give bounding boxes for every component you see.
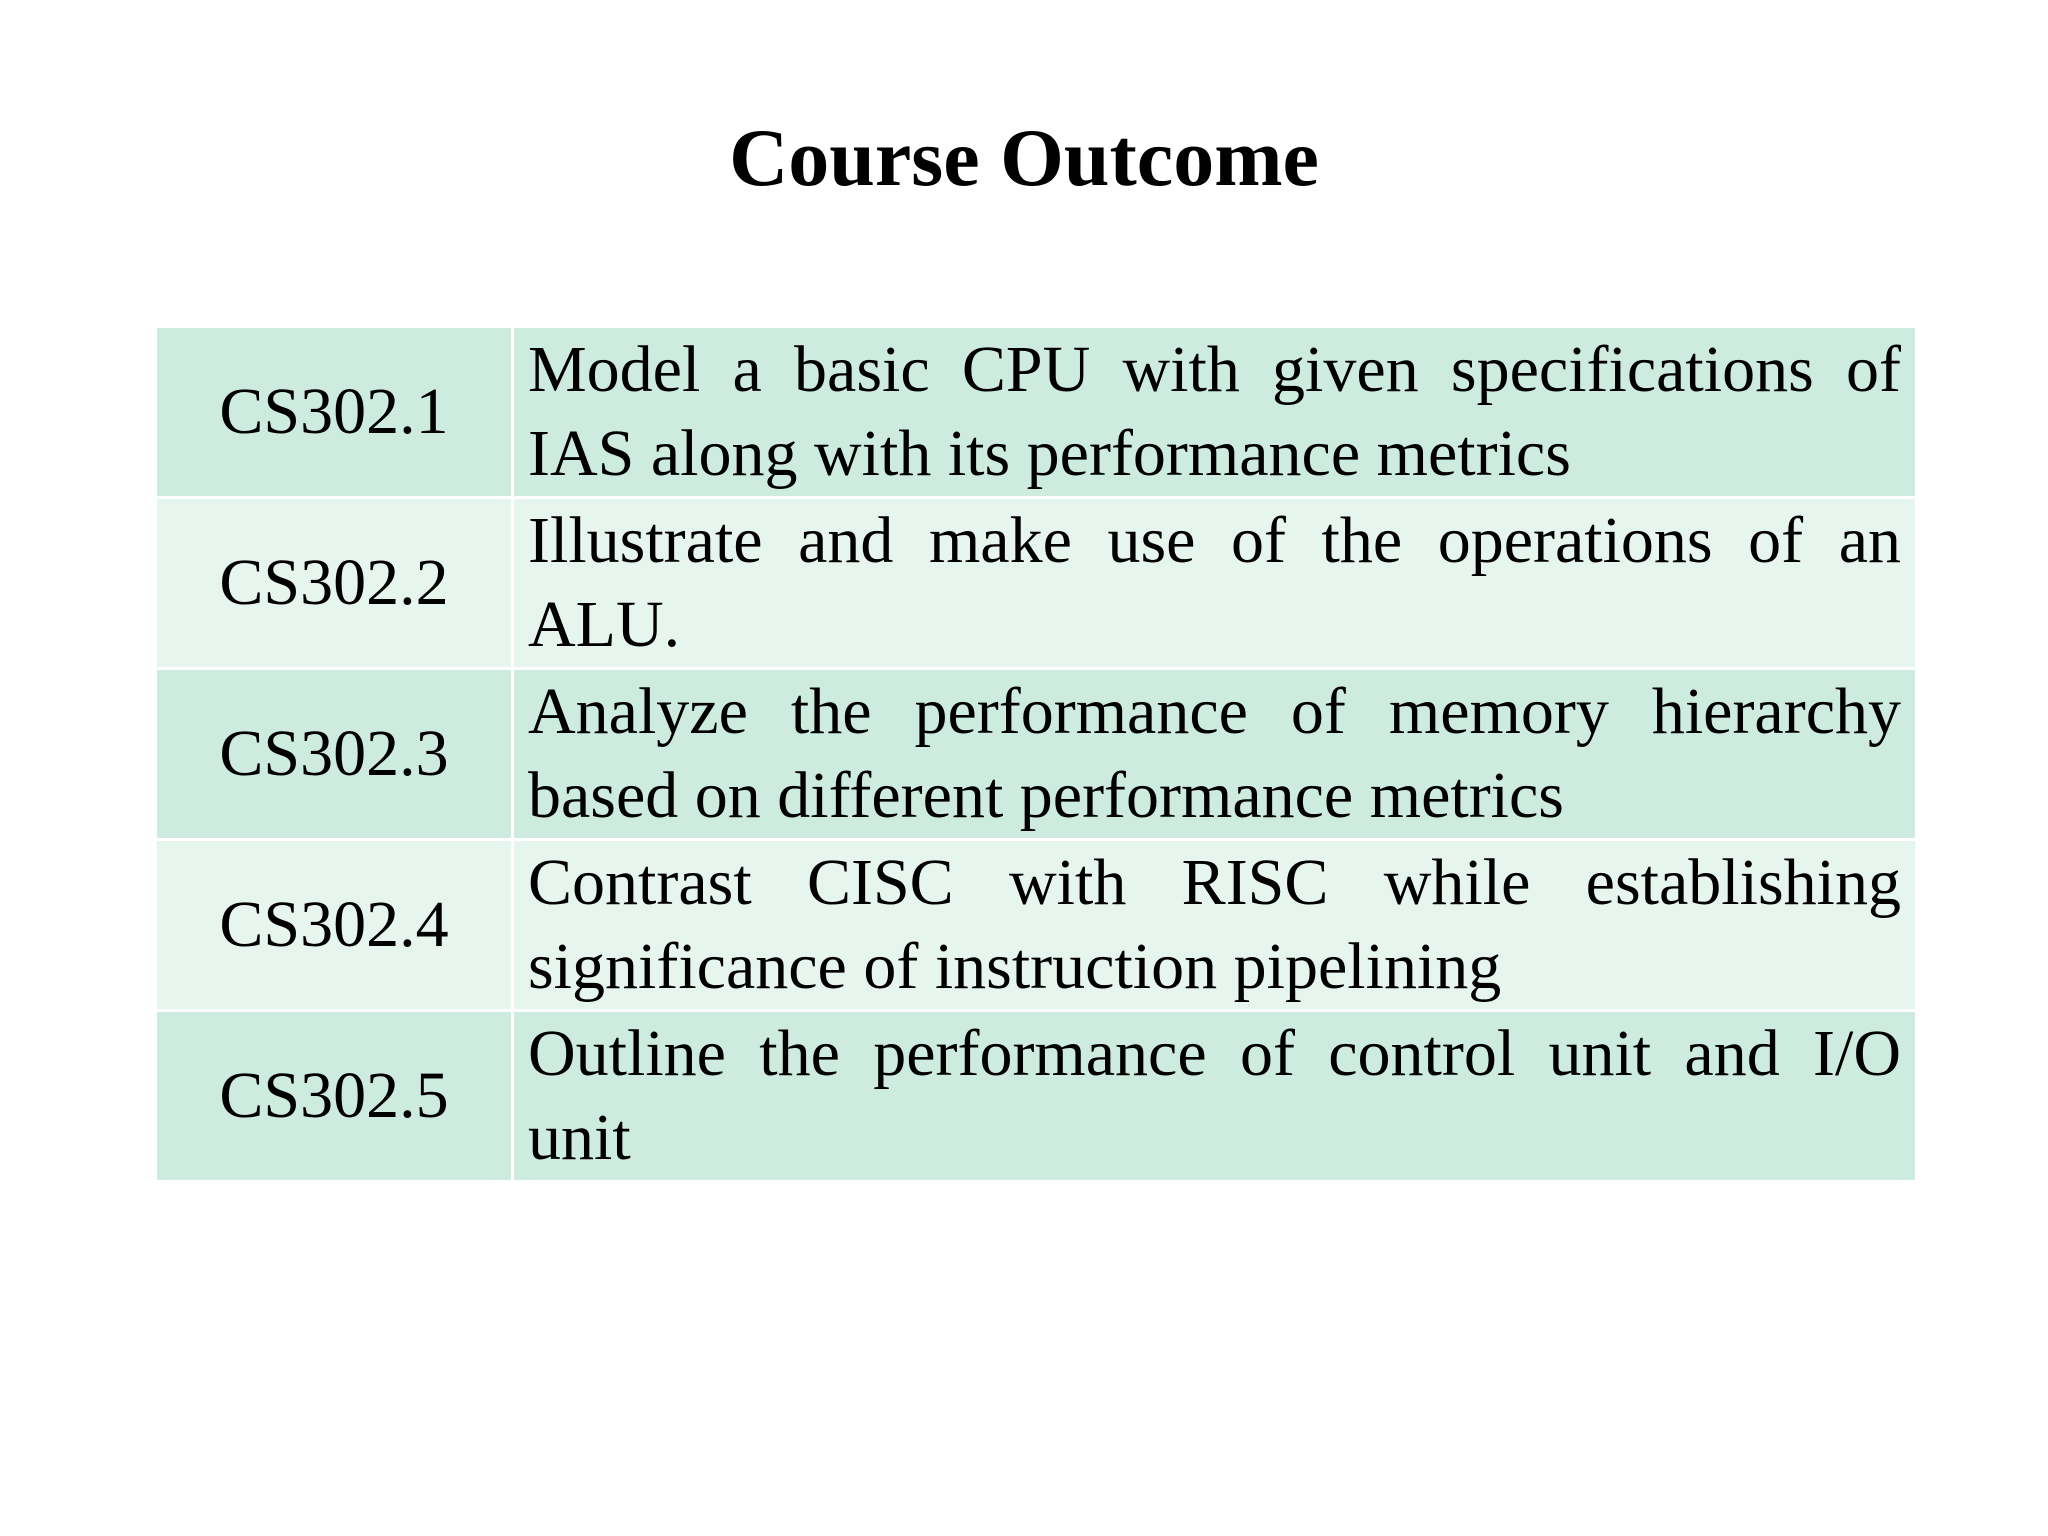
- course-outcome-table: [154, 325, 1918, 1183]
- table-row: [156, 1011, 1917, 1182]
- outcome-description: Outline the performance of control unit and I/O unit: [513, 1011, 1917, 1182]
- outcome-description: Illustrate and make use of the operations of an ALU.: [513, 498, 1917, 669]
- outcome-description: Contrast CISC with RISC while establishing significance of instruction pipelining: [513, 840, 1917, 1011]
- outcome-code: CS302.5: [156, 1011, 513, 1182]
- outcome-code: CS302.4: [156, 840, 513, 1011]
- table-row: [156, 669, 1917, 840]
- slide-title: Course Outcome: [729, 112, 1319, 203]
- outcome-code: CS302.3: [156, 669, 513, 840]
- table-row: [156, 327, 1917, 498]
- table-row: [156, 498, 1917, 669]
- outcome-code: CS302.1: [156, 327, 513, 498]
- outcome-description: Model a basic CPU with given specifications of IAS along with its performance metrics: [513, 327, 1917, 498]
- outcome-code: CS302.2: [156, 498, 513, 669]
- outcome-description: Analyze the performance of memory hierarchy based on different performance metrics: [513, 669, 1917, 840]
- table-row: [156, 840, 1917, 1011]
